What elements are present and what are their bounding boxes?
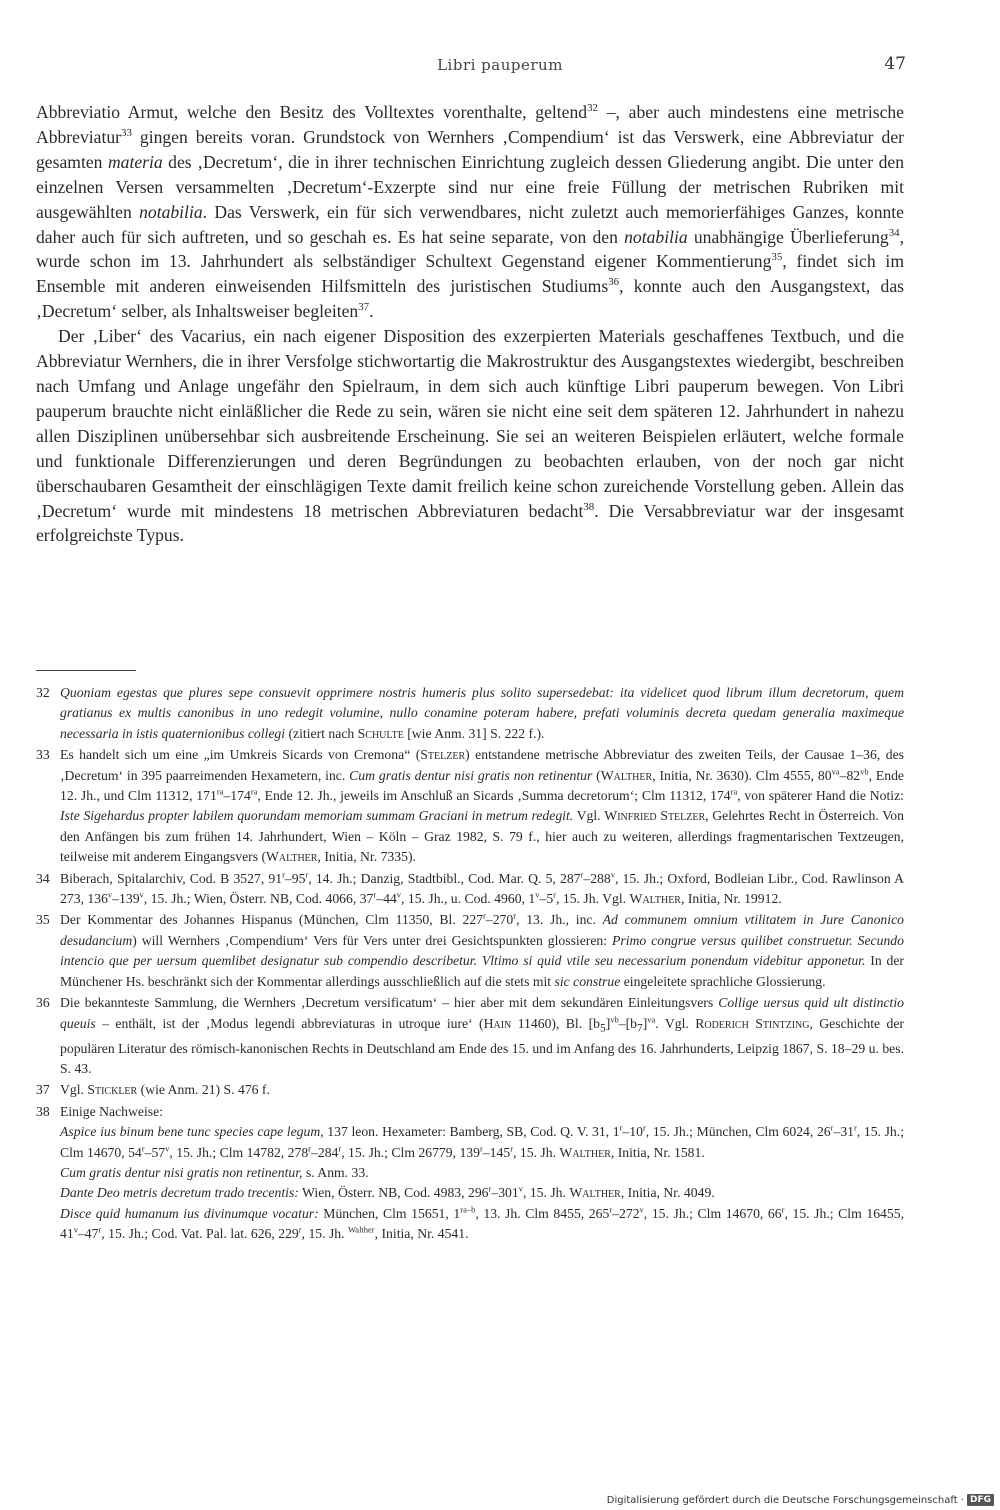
footnote-33 (36, 745, 904, 867)
paragraph-1 (36, 100, 904, 324)
text: 11460), Bl. [b (511, 1015, 600, 1031)
text: Biberach, Spitalarchiv, Cod. B 3527, 91 (60, 870, 283, 886)
text: , 15. Jh.; Cod. Vat. Pal. lat. 626, 229 (101, 1226, 299, 1242)
text: –10 (622, 1124, 643, 1140)
text: –31 (833, 1124, 854, 1140)
author-name: Walther (629, 891, 681, 907)
text: –272 (612, 1205, 640, 1221)
running-head: Libri pauperum (437, 56, 563, 74)
footnote-38 (36, 1102, 904, 1245)
text: , 15. Jh.; Clm 16455, 41 (60, 1205, 904, 1242)
text: , Initia, Nr. 3630). Clm 4555, 80 (652, 767, 832, 783)
text: 137 leon. Hexameter: Bamberg, SB, Cod. Q. V. 31, 1 (323, 1124, 620, 1140)
text: ) will Wernhers ‚Compendium‘ Vers für Vers unter drei Gesichtspunkten glossieren: (132, 932, 613, 948)
text: Es handelt sich um eine „im Umkreis Sicards von Cremona“ ( (60, 747, 421, 763)
text: –47 (77, 1226, 99, 1242)
text: , Initia, Nr. 19912. (680, 891, 782, 907)
latin-quote: Primo congrue versus quilibet construetur. Secundo intencio que per uersum quemlibet designatur sub compendio describetur. Vltimo si quid vtile seu necessarium ponendum videbitur apponetur. (60, 932, 904, 969)
folio-side: Walther (347, 1224, 375, 1235)
author-name: Walther (266, 849, 318, 865)
footnote-number: 33 (36, 747, 50, 763)
text: s. Anm. 33. (302, 1165, 369, 1181)
text: ] (642, 1015, 648, 1031)
footnote-ref-32[interactable]: 32 (587, 102, 598, 115)
text: , Ende 12. Jh., jeweils im Anschluß an Sicards ‚Summa decretorum‘; Clm 11312, 174 (257, 788, 731, 804)
text: –82 (839, 767, 861, 783)
subscript: 5 (599, 1022, 606, 1035)
author-name: Hain (483, 1015, 512, 1031)
evidence-entry (60, 1163, 904, 1183)
text: , Initia, Nr. 1581. (610, 1144, 705, 1160)
text: –284 (311, 1144, 339, 1160)
folio-side: va (647, 1013, 656, 1024)
latin-quote: Iste Sigehardus propter labilem quorundam memoriam summam Graciani in metrum redegit. (60, 808, 574, 824)
folio-side: r (98, 1224, 102, 1235)
author-name: Roderich Stintzing (695, 1015, 810, 1031)
footnote-35 (36, 910, 904, 992)
folio-side: r (510, 1143, 514, 1154)
digitization-credit (607, 1494, 994, 1506)
footnote-number: 38 (36, 1103, 50, 1119)
folio-side: r (854, 1122, 857, 1133)
footnote-intro: Einige Nachweise: (60, 1103, 163, 1119)
folio-side: r (488, 1183, 492, 1194)
author-name: Schulte (357, 725, 404, 741)
text: –5 (539, 891, 554, 907)
dfg-logo-icon[interactable]: DFG (967, 1494, 994, 1506)
text: (wie Anm. 21) S. 476 f. (137, 1082, 270, 1098)
folio-side: r (282, 869, 285, 880)
text: –57 (144, 1144, 166, 1160)
evidence-entry (60, 1204, 904, 1245)
folio-side: v (518, 1183, 523, 1194)
folio-side: r (513, 910, 517, 921)
text: , 15. Jh. (522, 1185, 570, 1201)
folio-side: ra–b (460, 1204, 476, 1215)
text: –174 (223, 788, 251, 804)
text: . Das Verswerk, ein für sich verwendbares, nicht zuletzt auch memorierfähiges Ganzes, konnte daher auch für sich auftreten, und so geschah es. Es hat seine separate, von den (36, 201, 904, 247)
footnote-ref-35[interactable]: 35 (771, 251, 783, 264)
folio-side: ra (250, 786, 258, 797)
text: , 15. Jh.; Oxford, Bodleian Libr., Cod. Rawlinson A 273, 136 (60, 870, 905, 907)
italic-term: notabilia (624, 226, 688, 247)
latin-incipit: Ad communem omnium vtilitatem in Jure Canonico desudancium (60, 912, 904, 948)
text: –95 (284, 870, 306, 886)
text: . Die Versabbreviatur war der insgesamt erfolgreichste Typus. (36, 500, 904, 546)
footnote-number: 36 (36, 995, 50, 1011)
folio-side: r (308, 1143, 311, 1154)
text: ( (592, 767, 601, 783)
text: , 13. Jh., inc. (516, 912, 603, 928)
text: unabhängige Überlieferung (687, 226, 889, 247)
folio-side: r (480, 1143, 483, 1154)
folio-side: ra (730, 786, 738, 797)
folio-side: v (139, 889, 144, 900)
folio-side: vb (610, 1013, 619, 1024)
text: , 13. Jh. Clm 8455, 265 (475, 1205, 610, 1221)
latin-incipit: Aspice ius binum bene tunc species cape legum, (60, 1124, 324, 1140)
text: (zitiert nach (285, 725, 358, 741)
text: , findet sich im Ensemble mit anderen einweisenden Hilfsmitteln des juristischen Studiums (36, 251, 905, 297)
footnote-37 (36, 1080, 904, 1100)
text: , von späterer Hand die Notiz: (737, 788, 904, 804)
folio-side: v (535, 889, 540, 900)
latin-incipit: Disce quid humanum ius divinumque vocatur: (60, 1205, 319, 1221)
text: Wien, Österr. NB, Cod. 4983, 296 (298, 1185, 489, 1201)
text: –288 (583, 870, 611, 886)
text: . Vgl. (655, 1015, 696, 1031)
text: –[b (618, 1015, 637, 1031)
main-text (36, 100, 904, 548)
footnote-ref-33[interactable]: 33 (121, 127, 132, 140)
text: Der Kommentar des Johannes Hispanus (München, Clm 11350, Bl. 227 (60, 912, 484, 928)
folio-side: r (373, 889, 377, 900)
subscript: 7 (636, 1022, 643, 1035)
text: . (369, 301, 374, 322)
italic-term: materia (107, 151, 163, 172)
latin-term: sic construe (554, 973, 621, 989)
text: , Geschichte der populären Literatur des römisch-kanonischen Rechts in Deutschland am Ende des 15. und im Anfang des 16. Jahrhunderts, Leipzig 1867, S. 18–29 u. bes. S. 43. (60, 1015, 904, 1077)
footnote-number: 35 (36, 912, 50, 928)
text: , 15. Jh.; Clm 26779, 139 (341, 1144, 480, 1160)
folio-side: r (619, 1122, 623, 1133)
folio-side: vb (860, 766, 869, 777)
text: , 14. Jh.; Danzig, Stadtbibl., Cod. Mar. Q. 5, 287 (308, 870, 581, 886)
folio-side: ra (216, 786, 224, 797)
footnote-number: 32 (36, 685, 50, 700)
text: , 15. Jh. Vgl. (556, 891, 630, 907)
text: , Initia, Nr. 4049. (620, 1185, 715, 1201)
text: , Gelehrtes Recht in Österreich. Von den Anfängen bis zum frühen 14. Jahrhundert, Wien – Köln – Graz 1982, S. 79 f., hier auch zu weiteren, allerdings fragmentarischen Textzeugen, teilweise mit anderem Eingangsvers ( (60, 808, 904, 865)
folio-side: r (305, 869, 309, 880)
text: Der ‚Liber‘ des Vacarius, ein nach eigener Disposition des exzerpierten Materials geschaffenes Textbuch, und die Abbreviatur Wernhers, die in ihrer Versfolge stichwortartig die Makrostruktur des Ausgangstextes wiedergibt, beschreiben nach Umfang und Anlage ungefähr den Spielraum, in dem sich auch künftige Libri pauperum bewegen. Von Libri pauperum brauchte nicht einläßlicher die Rede zu sein, wären sie nicht eine seit dem späteren 12. Jahrhundert in nahezu allen Disziplinen unübersehbar sich ausbreitende Erscheinung. Sie sei an weiteren Beispielen erläutert, welche formale und funktionale Differenzierungen und deren Begründungen zu beobachten erlauben, von der noch gar nicht überschaubaren Gesamtheit der einschlägigen Texte damit freilich keine schon zureichende Vorstellung geben. Allein das ‚Decretum‘ wurde mit mindestens 18 metrischen Abbreviaturen bedacht (36, 326, 904, 521)
text: des ‚Decretum‘, die in ihrer technischen Einrichtung zugleich dessen Gliederung angibt. Die unter den einzelnen Versen versammelten ‚Decretum‘-Exzerpte sind nur eine freie Füllung der metrischen Rubriken mit ausgewählten (36, 151, 904, 222)
folio-side: r (830, 1122, 834, 1133)
text: – enthält, ist der ‚Modus legendi abbreviaturas in utroque iure‘ ( (95, 1015, 484, 1031)
text: München, Clm 15651, 1 (318, 1205, 461, 1221)
text: Die bekannteste Sammlung, die Wernhers ‚Decretum versificatum‘ – hier aber mit dem sekundären Einleitungsvers (60, 995, 719, 1011)
folio-side: v (107, 889, 113, 900)
paragraph-2 (36, 324, 904, 548)
text: –139 (112, 891, 140, 907)
footnote-34 (36, 869, 904, 910)
footnote-ref-34[interactable]: 34 (888, 226, 900, 239)
text: , konnte auch den Ausgangstext, das ‚Decretum‘ selber, als Inhaltsweiser begleiten (36, 276, 904, 322)
page-number: 47 (884, 54, 906, 74)
text: , Ende 12. Jh., und Clm 11312, 171 (60, 767, 905, 804)
text: , 15. Jh.; Wien, Österr. NB, Cod. 4066, 37 (143, 891, 374, 907)
text: [wie Anm. 31] S. 222 f.). (403, 725, 545, 741)
folio-side: v (73, 1224, 78, 1235)
author-name: Walther (600, 767, 653, 783)
text: Abbreviatio Armut, welche den Besitz des Volltextes vorenthalte, geltend (36, 102, 588, 122)
text: , 15. Jh., u. Cod. 4960, 1 (401, 891, 536, 907)
text: gingen bereits voran. Grundstock von Wernhers ‚Compendium‘ ist das Verswerk, eine Abbreviatur der gesamten (36, 126, 904, 172)
text: , 15. Jh.; Clm 14670, 66 (643, 1205, 782, 1221)
folio-side: r (781, 1204, 785, 1215)
folio-side: r (483, 910, 486, 921)
latin-incipit: Collige uersus quid ult distinctio queuis (60, 995, 904, 1031)
folio-side: v (165, 1143, 170, 1154)
author-name: Stelzer (420, 747, 466, 763)
footnotes (36, 683, 904, 1246)
author-name: Walther (559, 1144, 611, 1160)
footnote-ref-36[interactable]: 36 (608, 276, 620, 289)
text: eingeleitete sprachliche Glossierung. (620, 973, 826, 989)
folio-side: r (580, 869, 584, 880)
latin-incipit: Cum gratis dentur nisi gratis non retinentur (349, 767, 593, 783)
text: , 15. Jh.; Clm 14782, 278 (169, 1144, 309, 1160)
footnote-32 (36, 683, 904, 744)
text: , wurde schon im 13. Jahrhundert als selbständiger Schultext Gegenstand eigener Kommentierung (36, 226, 904, 272)
text: –44 (376, 891, 397, 907)
italic-term: notabilia (139, 201, 203, 222)
folio-side: r (141, 1143, 145, 1154)
text: ) entstandene metrische Abbreviatur des zweiten Teils, der Causae 1–36, des ‚Decretum‘ in 395 paarreimenden Hexametern, inc. (60, 747, 904, 783)
text: , 15. Jh. (301, 1226, 348, 1242)
text: –301 (491, 1185, 519, 1201)
text: ] (605, 1015, 611, 1031)
text: Vgl. (60, 1082, 88, 1098)
digitization-text: Digitalisierung gefördert durch die Deutsche Forschungsgemeinschaft · (606, 1494, 964, 1506)
footnote-ref-38[interactable]: 38 (583, 500, 595, 513)
folio-side: v (610, 869, 615, 880)
latin-incipit: Dante Deo metris decretum trado trecentis: (60, 1185, 299, 1201)
folio-side: r (642, 1122, 646, 1133)
footnote-separator (36, 670, 136, 671)
text: –145 (482, 1144, 511, 1160)
text: –270 (485, 912, 514, 928)
text: , 15. Jh. (513, 1144, 560, 1160)
folio-side: v (396, 889, 401, 900)
folio-side: va (831, 766, 840, 777)
text: –, aber auch mindestens eine metrische Abbreviatur (36, 102, 904, 147)
author-name: Stickler (87, 1082, 138, 1098)
author-name: Winfried Stelzer (604, 808, 706, 824)
text: Vgl. (573, 808, 605, 824)
text: In der Münchener Hs. beschränkt sich der Kommentar allerdings ausschließlich auf die stets mit (60, 953, 904, 989)
footnote-ref-37[interactable]: 37 (358, 301, 370, 314)
footnote-36 (36, 993, 904, 1079)
text: , 15. Jh.; München, Clm 6024, 26 (645, 1124, 831, 1140)
text: , Initia, Nr. 7335). (317, 849, 416, 865)
latin-incipit: Cum gratis dentur nisi gratis non retinentur, (60, 1165, 303, 1181)
text: , Initia, Nr. 4541. (374, 1226, 469, 1242)
folio-side: r (553, 889, 556, 900)
evidence-entry (60, 1122, 904, 1163)
author-name: Walther (569, 1185, 621, 1201)
folio-side: r (609, 1204, 613, 1215)
text: , 15. Jh.; Clm 14670, 54 (60, 1124, 905, 1160)
folio-side: v (639, 1204, 644, 1215)
folio-side: r (298, 1224, 302, 1235)
latin-quote: Quoniam egestas que plures sepe consuevit opprimere nostris humeris plus solito supersedebat: ita videlicet quod librum illum decretorum, quem gratianus ex multis canonibus in uno redegit volumine, nullo conamine poteram habere, prefati voluminis decreta quedam generalia maximeque necessaria in istis quaternionibus collegi (60, 685, 904, 741)
evidence-entry (60, 1183, 904, 1203)
footnote-number: 34 (36, 870, 50, 886)
folio-side: r (338, 1143, 342, 1154)
footnote-number: 37 (36, 1082, 50, 1098)
